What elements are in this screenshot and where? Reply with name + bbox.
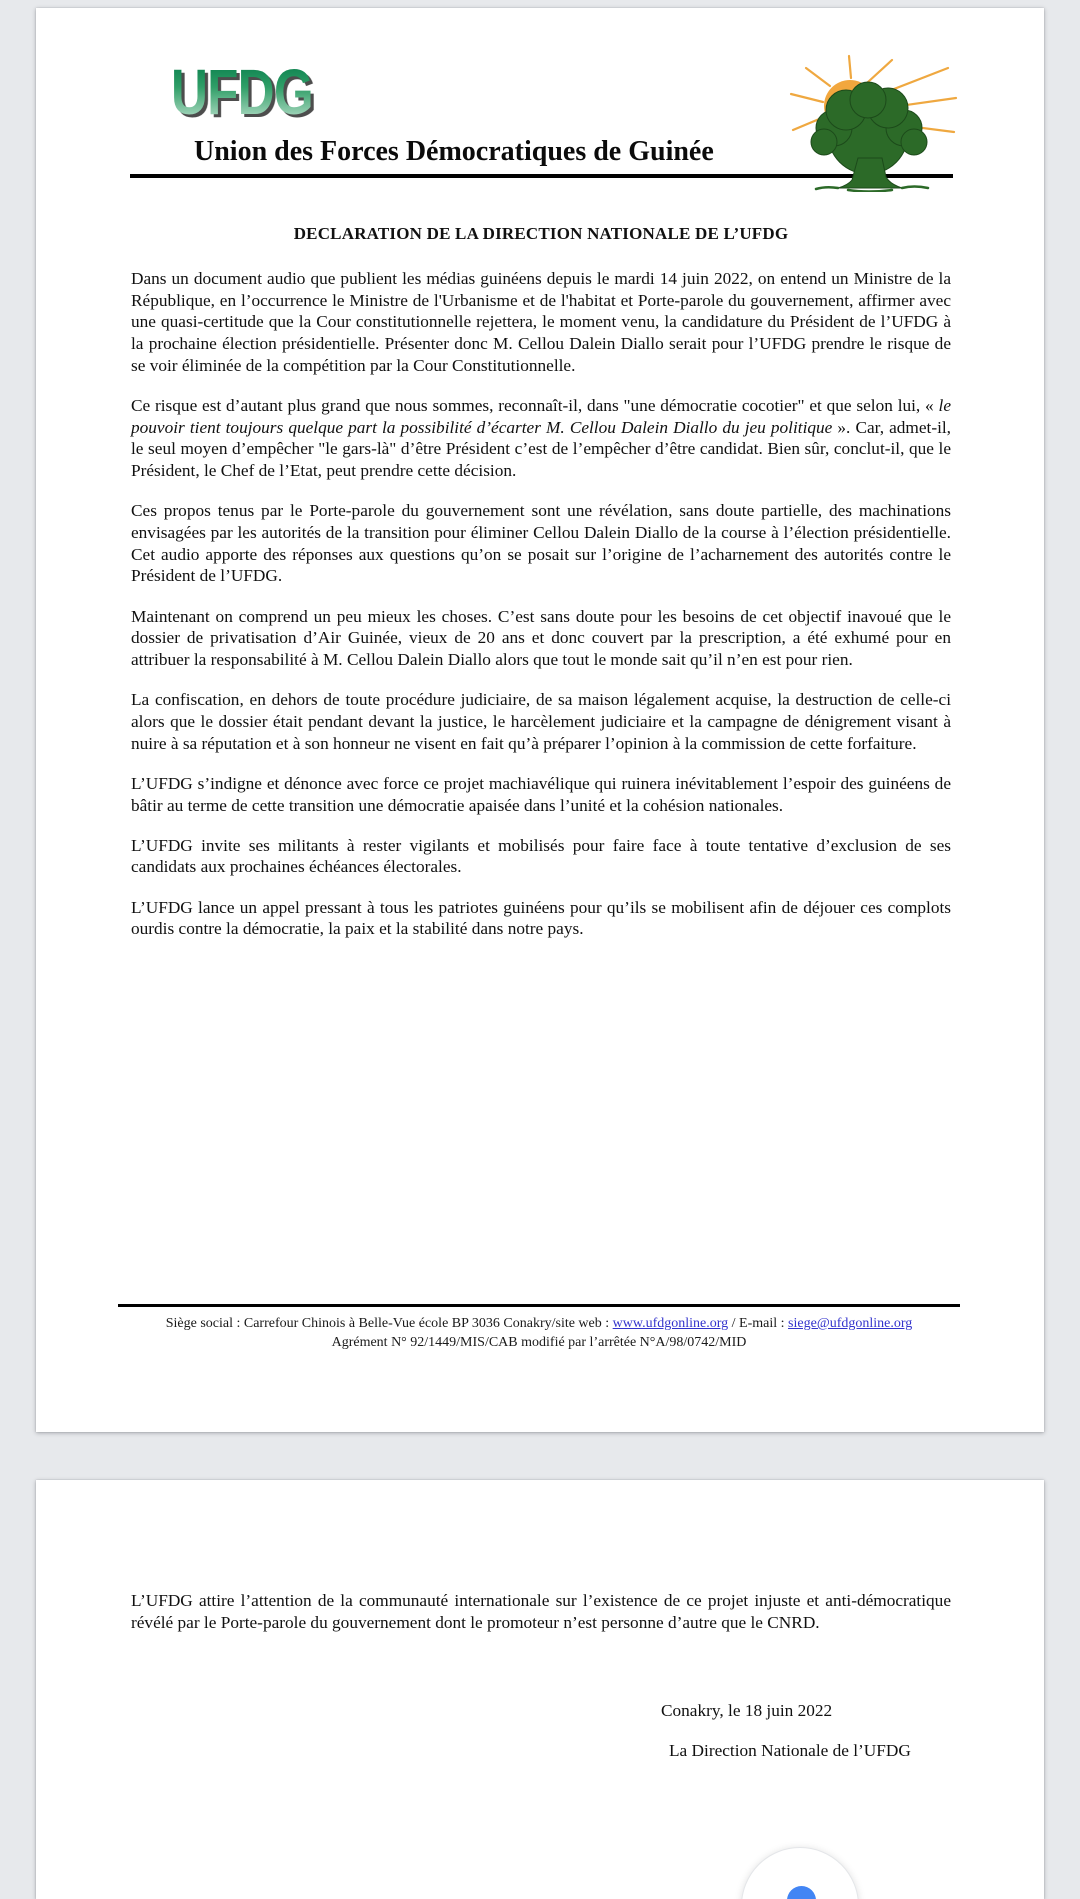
paragraph-2 [131,395,951,482]
footer-line-1 [118,1314,960,1333]
paragraph-3: Ces propos tenus par le Porte-parole du gouvernement sont une révélation, sans doute partielle, des machinations envisagées par les autorités de la transition pour éliminer Cellou Dalein Diallo de la course à l’élection présidentielle. Cet audio apporte des réponses aux questions qu’on se posait sur l’origine de l’acharnement des autorités contre le Président de l’UFDG. [131,501,951,586]
date-line: Conakry, le 18 juin 2022 [661,1701,833,1721]
paragraph-8: L’UFDG lance un appel pressant à tous les patriotes guinéens pour qu’ils se mobilisent afin de déjouer ces complots ourdis contre la démocratie, la paix et la stabilité dans notre pays. [131,897,951,939]
signature-line: La Direction Nationale de l’UFDG [669,1741,911,1761]
paragraph-7: L’UFDG invite ses militants à rester vigilants et mobilisés pour faire face à toute tentative d’exclusion de ses candidats aux prochaines échéances électorales. [131,835,951,877]
paragraph-2-quote-italic: le pouvoir tient toujours quelque part la possibilité d’écarter M. Cellou Dalein Diallo du jeu politique [131,396,951,437]
paragraph-2-pre: Ce risque est d’autant plus grand que nous sommes, reconnaît-il, dans "une démocratie cocotier" et que selon lui, « [131,396,939,416]
paragraph-6: L’UFDG s’indigne et dénonce avec force ce projet machiavélique qui ruinera inévitablement l’espoir des guinéens de bâtir au terme de cette transition une démocratie apaisée dans l’unité et la cohésion nationales. [131,773,951,815]
letterhead [131,56,951,184]
signature-block [131,1700,951,1762]
email-link[interactable]: siege@ufdgonline.org [788,1316,913,1331]
footer-address: Siège social : Carrefour Chinois à Belle-Vue école BP 3036 Conakry/site web : [165,1316,613,1331]
page-1 [36,8,1044,1432]
document-title: DECLARATION DE LA DIRECTION NATIONALE DE L’UFDG [293,224,789,243]
tree-sun-logo [788,54,960,192]
page2-paragraph: L’UFDG attire l’attention de la communauté internationale sur l’existence de ce projet injuste et anti-démocratique révélé par le Porte-parole du gouvernement dont le promoteur n’est personne d’autre que le CNRD. [131,1591,951,1632]
page-footer [118,1304,960,1352]
paragraph-5: La confiscation, en dehors de toute procédure judiciaire, de sa maison légalement acquise, la destruction de celle-ci alors que le dossier était pendant devant la justice, le harcèlement judiciaire et la campagne de dénigrement visant à nuire à sa réputation et à son honneur ne visent en fait qu’à préparer l’opinion à la commission de cette forfaiture. [131,690,951,753]
ufdg-logo-text: UFDG [171,56,313,128]
page-2 [36,1480,1044,1899]
paragraph-2-post: ». Car, admet-il, le seul moyen d’empêcher "le gars-là" d’être Président c’est de l’empêcher d’être candidat. Bien sûr, conclut-il, que le Président, le Chef de l’Etat, peut prendre cette décision. [131,417,952,481]
blue-dot-icon [787,1886,816,1899]
org-name: Union des Forces Démocratiques de Guinée [194,136,714,167]
paragraph-4: Maintenant on comprend un peu mieux les choses. C’est sans doute pour les besoins de cet objectif inavoué que le dossier de privatisation d’Air Guinée, vieux de 20 ans et donc couvert par la prescription, a été exhumé pour en attribuer la responsabilité à M. Cellou Dalein Diallo alors que tout le monde sait qu’il n’en est pour rien. [131,606,951,670]
paragraph-1: Dans un document audio que publient les médias guinéens depuis le mardi 14 juin 2022, on entend un Ministre de la République, en l’occurrence le Ministre de l'Urbanisme et de l'habitat et Porte-parole du gouvernement, affirmer avec une quasi-certitude que la Cour constitutionnelle rejettera, le moment venu, la candidature du Président de l’UFDG à la prochaine élection présidentielle. Présenter donc M. Cellou Dalein Diallo serait pour l’UFDG prendre le risque de se voir éliminée de la compétition par la Cour Constitutionnelle. [131,269,951,375]
footer-email-label: / E-mail : [728,1316,789,1331]
footer-line-2: Agrément N° 92/1449/MIS/CAB modifié par l’arrêtée N°A/98/0742/MID [331,1335,747,1350]
website-link[interactable]: www.ufdgonline.org [612,1316,729,1331]
